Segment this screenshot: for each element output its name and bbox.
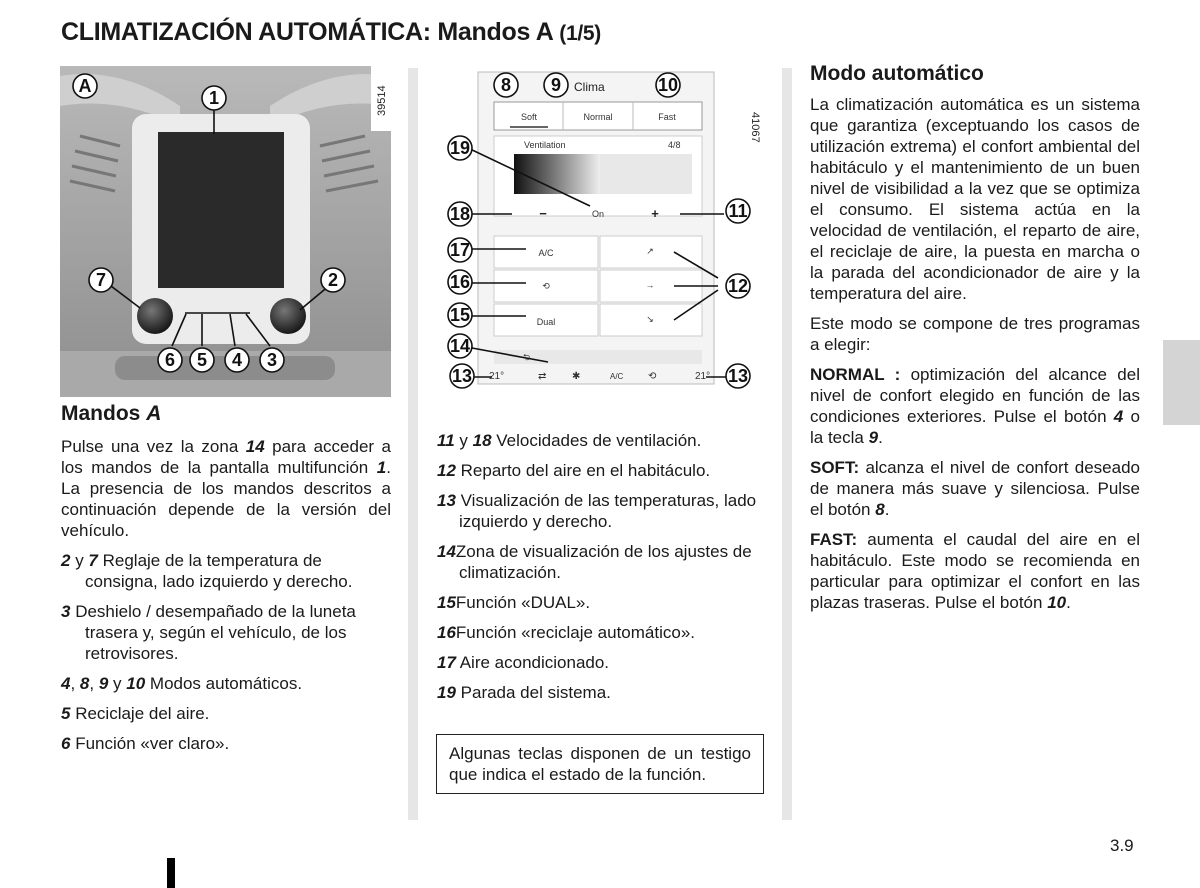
paragraph: Este modo se compone de tres programas a elegir: [810, 314, 1140, 354]
dashboard-figure [60, 66, 391, 397]
figure-label: A [78, 76, 92, 96]
mode-fast: Fast [658, 112, 676, 122]
callout-3: 3 [266, 350, 278, 370]
system-on-button: On [591, 209, 605, 219]
paragraph-fast: FAST: aumenta el caudal del aire en el habitáculo. Este modo se recomienda en particular para optimizar el confort en las plazas traseras. Pulse el botón 10. [810, 530, 1140, 612]
list-item: 15Función «DUAL». [437, 593, 591, 612]
fan-minus-button: − [539, 206, 547, 221]
title-page-indicator: (1/5) [559, 22, 601, 45]
list-item: 4, 8, 9 y 10 Modos automáticos. [61, 674, 303, 693]
column-divider-right [782, 68, 792, 820]
crop-mark [167, 858, 175, 888]
callout-19: 19 [449, 138, 471, 158]
intro-paragraph: Pulse una vez la zona 14 para acceder a los mandos de la pantalla multifunción 1. La presencia de los mandos descritos a continuación depende de la versión del vehículo. [61, 437, 391, 540]
callout-1: 1 [208, 88, 220, 108]
page-number: 3.9 [1110, 836, 1134, 855]
paragraph-normal: NORMAL : optimización del alcance del nivel de confort elegido en función de las condiciones exteriores. Pulse el botón 4 o la tecla 9. [810, 365, 1140, 447]
column-divider-left [408, 68, 418, 820]
section-heading-mandos: Mandos A [61, 402, 162, 425]
ac-button: A/C [538, 248, 554, 258]
note-box: Algunas teclas disponen de un testigo que indica el estado de la función. [436, 734, 764, 794]
list-item: 12 Reparto del aire en el habitáculo. [437, 461, 711, 480]
ventilation-value: 4/8 [668, 140, 681, 150]
paragraph-soft: SOFT: alcanza el nivel de confort deseado de manera más suave y silenciosa. Pulse el botón 8. [810, 458, 1140, 519]
recycle-icon: ⟲ [542, 281, 550, 291]
back-icon: ⮌ [523, 352, 531, 362]
fan-plus-button: + [651, 206, 659, 221]
section-heading-modo-automatico: Modo automático [810, 62, 984, 85]
callout-7: 7 [95, 270, 107, 290]
callout-8: 8 [500, 75, 512, 95]
airflow-icon: ⇄ [538, 371, 547, 382]
recycle-small-icon: ⟲ [648, 371, 657, 382]
callout-9: 9 [550, 75, 562, 95]
callout-16: 16 [449, 272, 471, 292]
dual-button: Dual [536, 317, 556, 327]
list-item: 6 Función «ver claro». [61, 734, 230, 753]
mode-normal: Normal [583, 112, 613, 122]
list-item: 3 Deshielo / desempañado de la luneta trasera y, según el vehículo, de los retrovisores. [61, 602, 356, 663]
callout-11: 11 [728, 201, 748, 221]
ventilation-label: Ventilation [524, 140, 566, 150]
airflow-middle-icon: → [645, 280, 655, 290]
temp-right: 21° [695, 371, 711, 382]
callout-12: 12 [727, 276, 749, 296]
callout-10: 10 [657, 75, 679, 95]
list-item: 13 Visualización de las temperaturas, lado izquierdo y derecho. [437, 491, 757, 531]
mode-soft: Soft [520, 112, 538, 122]
fan-icon: ✱ [572, 371, 581, 382]
section-tab [1163, 340, 1200, 425]
airflow-upper-icon: ↗ [646, 246, 654, 256]
callout-6: 6 [164, 350, 176, 370]
callout-13-right: 13 [727, 366, 749, 386]
right-column [810, 62, 1140, 613]
screen-title: Clima [574, 80, 605, 94]
callout-2: 2 [327, 270, 339, 290]
paragraph: La climatización automática es un sistema que garantiza (exceptuando los casos de utilización extrema) el confort ambiental del habitáculo y el mantenimiento de un buen nivel de visibilidad a la vez que se optimiza el consumo. El sistema actúa en la velocidad de ventilación, el reparto de aire, el reciclaje de aire, la puesta en marcha o la parada del acondicionador de aire y la temperatura del aire. [810, 95, 1140, 303]
temp-left: 21° [489, 371, 505, 382]
list-item: 19 Parada del sistema. [437, 683, 611, 702]
airflow-lower-icon: ↘ [646, 314, 654, 324]
callout-4: 4 [231, 350, 243, 370]
figure-code: 39514 [376, 85, 388, 116]
callout-15: 15 [449, 305, 471, 325]
callout-13-left: 13 [451, 366, 473, 386]
list-item: 11 y 18 Velocidades de ventilación. [437, 431, 702, 450]
list-item: 16Función «reciclaje automático». [437, 623, 695, 642]
figure-code: 41067 [749, 112, 761, 143]
bottom-ac-label: A/C [610, 372, 624, 381]
callout-18: 18 [449, 204, 471, 224]
callout-5: 5 [196, 350, 208, 370]
list-item: 17 Aire acondicionado. [437, 653, 610, 672]
callout-14: 14 [449, 336, 471, 356]
list-item: 5 Reciclaje del aire. [61, 704, 210, 723]
middle-column [437, 430, 767, 712]
title-main: CLIMATIZACIÓN AUTOMÁTICA: Mandos A [61, 18, 553, 46]
left-column [61, 402, 391, 763]
page-title [61, 18, 601, 47]
callout-17: 17 [449, 240, 471, 260]
list-item: 14Zona de visualización de los ajustes de climatización. [437, 542, 752, 582]
screen-figure [440, 66, 770, 396]
list-item: 2 y 7 Reglaje de la temperatura de consigna, lado izquierdo y derecho. [61, 551, 353, 591]
